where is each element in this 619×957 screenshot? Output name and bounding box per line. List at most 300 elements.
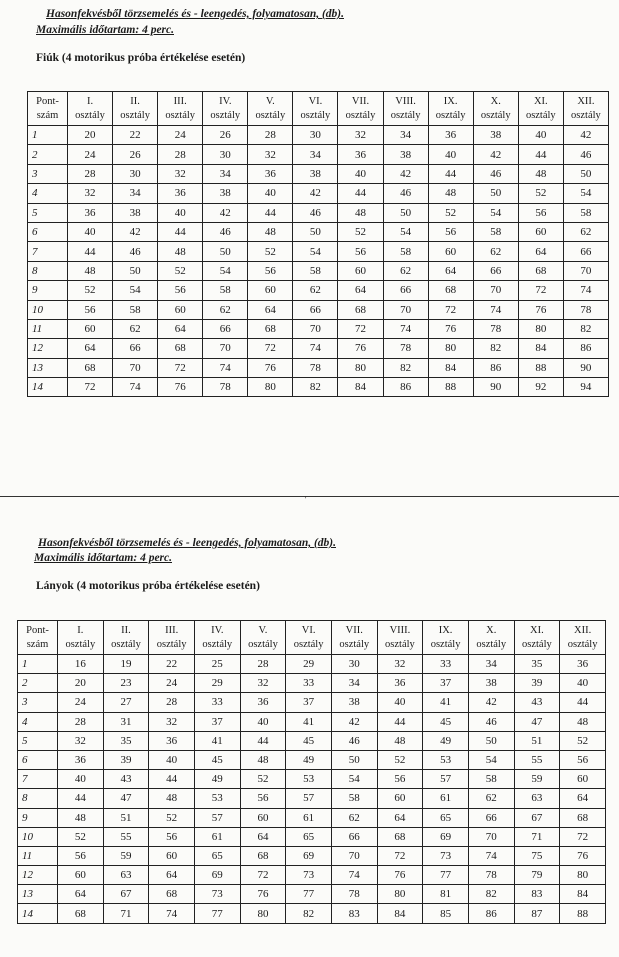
class-word: osztály bbox=[385, 638, 415, 650]
score-cell: 50 bbox=[473, 184, 518, 203]
score-cell: 68 bbox=[149, 885, 195, 904]
class-number: II. bbox=[130, 95, 140, 107]
score-cell: 16 bbox=[58, 655, 104, 674]
class-word: osztály bbox=[165, 109, 196, 121]
class-word: osztály bbox=[435, 109, 466, 121]
score-cell: 72 bbox=[338, 319, 383, 338]
score-cell: 74 bbox=[563, 281, 608, 300]
score-cell: 32 bbox=[248, 145, 293, 164]
class-word: osztály bbox=[522, 638, 552, 650]
point-cell: 1 bbox=[18, 655, 58, 674]
score-cell: 56 bbox=[560, 750, 606, 769]
table-row bbox=[28, 358, 609, 377]
score-cell: 44 bbox=[377, 712, 423, 731]
score-cell: 27 bbox=[103, 693, 149, 712]
score-cell: 54 bbox=[563, 184, 608, 203]
score-cell: 59 bbox=[103, 846, 149, 865]
score-cell: 47 bbox=[514, 712, 560, 731]
score-cell: 20 bbox=[68, 126, 113, 145]
score-cell: 57 bbox=[423, 770, 469, 789]
score-cell: 63 bbox=[103, 866, 149, 885]
score-cell: 80 bbox=[518, 319, 563, 338]
table-row bbox=[18, 731, 606, 750]
score-cell: 80 bbox=[240, 904, 286, 923]
score-cell: 36 bbox=[240, 693, 286, 712]
score-cell: 52 bbox=[158, 261, 203, 280]
score-cell: 75 bbox=[514, 846, 560, 865]
score-cell: 54 bbox=[331, 770, 377, 789]
score-cell: 32 bbox=[240, 674, 286, 693]
table-subtitle-girls: Lányok (4 motorikus próba értékelése esetén) bbox=[36, 580, 260, 592]
score-cell: 38 bbox=[203, 184, 248, 203]
class-number: VIII. bbox=[395, 95, 416, 107]
score-cell: 68 bbox=[518, 261, 563, 280]
table-row bbox=[28, 261, 609, 280]
table-row bbox=[28, 145, 609, 164]
class-number: IX. bbox=[438, 624, 453, 636]
score-cell: 26 bbox=[113, 145, 158, 164]
score-cell: 38 bbox=[383, 145, 428, 164]
score-cell: 23 bbox=[103, 674, 149, 693]
score-cell: 35 bbox=[514, 655, 560, 674]
score-table-girls bbox=[17, 620, 606, 924]
score-cell: 48 bbox=[58, 808, 104, 827]
class-column-header bbox=[286, 621, 332, 655]
class-number: II. bbox=[121, 624, 131, 636]
score-cell: 40 bbox=[338, 164, 383, 183]
score-cell: 34 bbox=[383, 126, 428, 145]
point-cell: 7 bbox=[18, 770, 58, 789]
score-cell: 42 bbox=[331, 712, 377, 731]
score-cell: 70 bbox=[563, 261, 608, 280]
class-column-header bbox=[518, 92, 563, 126]
class-number: V. bbox=[258, 624, 268, 636]
score-cell: 42 bbox=[383, 164, 428, 183]
score-cell: 48 bbox=[338, 203, 383, 222]
score-cell: 24 bbox=[158, 126, 203, 145]
table-subtitle-boys: Fiúk (4 motorikus próba értékelése esetén) bbox=[36, 52, 246, 64]
score-cell: 70 bbox=[331, 846, 377, 865]
score-cell: 36 bbox=[58, 750, 104, 769]
table-row bbox=[28, 242, 609, 261]
score-cell: 32 bbox=[68, 184, 113, 203]
score-cell: 58 bbox=[331, 789, 377, 808]
score-cell: 44 bbox=[68, 242, 113, 261]
score-cell: 87 bbox=[514, 904, 560, 923]
score-cell: 61 bbox=[286, 808, 332, 827]
class-number: XI. bbox=[530, 624, 544, 636]
score-cell: 50 bbox=[331, 750, 377, 769]
score-cell: 76 bbox=[560, 846, 606, 865]
table-header-row bbox=[18, 621, 606, 655]
score-cell: 32 bbox=[149, 712, 195, 731]
score-cell: 62 bbox=[293, 281, 338, 300]
score-cell: 66 bbox=[293, 300, 338, 319]
score-cell: 49 bbox=[423, 731, 469, 750]
score-cell: 64 bbox=[158, 319, 203, 338]
score-cell: 48 bbox=[428, 184, 473, 203]
score-cell: 52 bbox=[149, 808, 195, 827]
score-cell: 22 bbox=[149, 655, 195, 674]
score-cell: 58 bbox=[473, 222, 518, 241]
score-cell: 74 bbox=[473, 300, 518, 319]
score-cell: 54 bbox=[468, 750, 514, 769]
class-word: osztály bbox=[345, 109, 376, 121]
point-cell: 10 bbox=[28, 300, 68, 319]
score-cell: 66 bbox=[563, 242, 608, 261]
score-cell: 90 bbox=[563, 358, 608, 377]
score-cell: 60 bbox=[518, 222, 563, 241]
score-cell: 34 bbox=[293, 145, 338, 164]
score-cell: 65 bbox=[286, 827, 332, 846]
score-cell: 82 bbox=[293, 378, 338, 397]
score-cell: 56 bbox=[158, 281, 203, 300]
score-cell: 48 bbox=[560, 712, 606, 731]
score-cell: 42 bbox=[473, 145, 518, 164]
class-column-header bbox=[293, 92, 338, 126]
class-number: IX. bbox=[443, 95, 458, 107]
class-word: osztály bbox=[571, 109, 601, 121]
score-cell: 33 bbox=[194, 693, 240, 712]
score-cell: 62 bbox=[203, 300, 248, 319]
class-word: osztály bbox=[567, 638, 598, 650]
class-column-header bbox=[203, 92, 248, 126]
score-cell: 50 bbox=[113, 261, 158, 280]
class-number: X. bbox=[486, 624, 497, 636]
score-cell: 68 bbox=[428, 281, 473, 300]
score-cell: 76 bbox=[518, 300, 563, 319]
table-row bbox=[28, 184, 609, 203]
score-cell: 58 bbox=[293, 261, 338, 280]
score-cell: 29 bbox=[194, 674, 240, 693]
score-cell: 30 bbox=[113, 164, 158, 183]
class-word: osztály bbox=[210, 109, 241, 121]
score-cell: 56 bbox=[248, 261, 293, 280]
score-cell: 60 bbox=[560, 770, 606, 789]
score-cell: 78 bbox=[473, 319, 518, 338]
score-cell: 80 bbox=[248, 378, 293, 397]
class-word: osztály bbox=[300, 109, 331, 121]
score-cell: 24 bbox=[58, 693, 104, 712]
score-cell: 66 bbox=[468, 808, 514, 827]
score-cell: 33 bbox=[423, 655, 469, 674]
score-cell: 69 bbox=[194, 866, 240, 885]
score-cell: 58 bbox=[468, 770, 514, 789]
score-cell: 76 bbox=[248, 358, 293, 377]
score-cell: 46 bbox=[563, 145, 608, 164]
table-row bbox=[18, 674, 606, 693]
table-row bbox=[28, 339, 609, 358]
stray-mark: ' bbox=[305, 495, 307, 504]
score-cell: 54 bbox=[473, 203, 518, 222]
table-row bbox=[18, 846, 606, 865]
table-row bbox=[18, 866, 606, 885]
score-cell: 36 bbox=[149, 731, 195, 750]
point-cell: 13 bbox=[18, 885, 58, 904]
score-cell: 78 bbox=[383, 339, 428, 358]
table-row bbox=[28, 319, 609, 338]
score-cell: 58 bbox=[113, 300, 158, 319]
score-cell: 45 bbox=[286, 731, 332, 750]
score-cell: 28 bbox=[248, 126, 293, 145]
score-cell: 28 bbox=[149, 693, 195, 712]
score-cell: 72 bbox=[560, 827, 606, 846]
score-cell: 86 bbox=[563, 339, 608, 358]
class-number: VIII. bbox=[389, 624, 411, 636]
score-cell: 56 bbox=[240, 789, 286, 808]
score-cell: 70 bbox=[203, 339, 248, 358]
score-cell: 36 bbox=[377, 674, 423, 693]
score-cell: 74 bbox=[331, 866, 377, 885]
score-cell: 79 bbox=[514, 866, 560, 885]
class-column-header bbox=[560, 621, 606, 655]
max-time-note: Maximális időtartam: 4 perc. bbox=[36, 24, 174, 36]
score-cell: 82 bbox=[468, 885, 514, 904]
score-cell: 64 bbox=[428, 261, 473, 280]
score-cell: 72 bbox=[68, 378, 113, 397]
score-cell: 32 bbox=[58, 731, 104, 750]
score-cell: 77 bbox=[194, 904, 240, 923]
point-cell: 12 bbox=[18, 866, 58, 885]
score-cell: 83 bbox=[331, 904, 377, 923]
score-cell: 46 bbox=[383, 184, 428, 203]
score-cell: 70 bbox=[293, 319, 338, 338]
score-cell: 44 bbox=[338, 184, 383, 203]
score-cell: 64 bbox=[338, 281, 383, 300]
score-cell: 54 bbox=[383, 222, 428, 241]
score-cell: 62 bbox=[113, 319, 158, 338]
class-number: III. bbox=[173, 95, 187, 107]
score-cell: 56 bbox=[149, 827, 195, 846]
score-cell: 46 bbox=[468, 712, 514, 731]
score-cell: 50 bbox=[203, 242, 248, 261]
score-cell: 29 bbox=[286, 655, 332, 674]
class-number: IV. bbox=[219, 95, 232, 107]
score-cell: 62 bbox=[383, 261, 428, 280]
score-cell: 64 bbox=[58, 885, 104, 904]
score-cell: 52 bbox=[560, 731, 606, 750]
score-cell: 44 bbox=[158, 222, 203, 241]
class-number: VII. bbox=[345, 624, 363, 636]
class-word: osztály bbox=[430, 638, 461, 650]
score-cell: 40 bbox=[560, 674, 606, 693]
class-number: VI. bbox=[301, 624, 316, 636]
score-cell: 70 bbox=[383, 300, 428, 319]
point-cell: 14 bbox=[18, 904, 58, 923]
point-cell: 4 bbox=[18, 712, 58, 731]
table-row bbox=[18, 904, 606, 923]
point-cell: 9 bbox=[28, 281, 68, 300]
class-number: X. bbox=[490, 95, 501, 107]
score-cell: 70 bbox=[473, 281, 518, 300]
score-cell: 71 bbox=[103, 904, 149, 923]
score-cell: 88 bbox=[560, 904, 606, 923]
point-cell: 5 bbox=[28, 203, 68, 222]
table-header-row bbox=[28, 92, 609, 126]
score-cell: 82 bbox=[286, 904, 332, 923]
max-time-note: Maximális időtartam: 4 perc. bbox=[34, 552, 172, 564]
score-cell: 48 bbox=[248, 222, 293, 241]
score-cell: 68 bbox=[248, 319, 293, 338]
score-cell: 68 bbox=[68, 358, 113, 377]
score-cell: 34 bbox=[203, 164, 248, 183]
score-cell: 74 bbox=[149, 904, 195, 923]
class-column-header bbox=[383, 92, 428, 126]
score-cell: 34 bbox=[468, 655, 514, 674]
score-cell: 60 bbox=[68, 319, 113, 338]
score-cell: 52 bbox=[68, 281, 113, 300]
score-cell: 49 bbox=[194, 770, 240, 789]
score-cell: 57 bbox=[286, 789, 332, 808]
score-cell: 61 bbox=[423, 789, 469, 808]
score-cell: 69 bbox=[423, 827, 469, 846]
score-cell: 44 bbox=[248, 203, 293, 222]
score-cell: 88 bbox=[428, 378, 473, 397]
class-column-header bbox=[468, 621, 514, 655]
class-word: osztály bbox=[390, 109, 421, 121]
score-cell: 40 bbox=[377, 693, 423, 712]
score-cell: 66 bbox=[331, 827, 377, 846]
score-cell: 38 bbox=[468, 674, 514, 693]
class-word: osztály bbox=[525, 109, 556, 121]
score-cell: 64 bbox=[68, 339, 113, 358]
class-number: I. bbox=[86, 95, 94, 107]
score-cell: 77 bbox=[423, 866, 469, 885]
class-column-header bbox=[158, 92, 203, 126]
score-cell: 48 bbox=[518, 164, 563, 183]
score-cell: 19 bbox=[103, 655, 149, 674]
score-cell: 60 bbox=[338, 261, 383, 280]
score-cell: 73 bbox=[423, 846, 469, 865]
table-row bbox=[28, 126, 609, 145]
table-row bbox=[28, 222, 609, 241]
score-cell: 42 bbox=[203, 203, 248, 222]
score-cell: 40 bbox=[428, 145, 473, 164]
score-cell: 66 bbox=[473, 261, 518, 280]
class-number: XI. bbox=[533, 95, 548, 107]
score-cell: 60 bbox=[240, 808, 286, 827]
score-cell: 71 bbox=[514, 827, 560, 846]
table-row bbox=[18, 789, 606, 808]
score-cell: 52 bbox=[377, 750, 423, 769]
class-word: osztály bbox=[75, 109, 105, 121]
class-column-header bbox=[338, 92, 383, 126]
score-cell: 52 bbox=[248, 242, 293, 261]
table-row bbox=[28, 164, 609, 183]
score-cell: 42 bbox=[293, 184, 338, 203]
score-cell: 34 bbox=[331, 674, 377, 693]
score-cell: 28 bbox=[240, 655, 286, 674]
score-cell: 81 bbox=[423, 885, 469, 904]
score-cell: 36 bbox=[560, 655, 606, 674]
exercise-title: Hasonfekvésből törzsemelés és - leengedés, folyamatosan, (db). bbox=[38, 537, 336, 549]
score-cell: 54 bbox=[293, 242, 338, 261]
score-cell: 46 bbox=[293, 203, 338, 222]
score-cell: 66 bbox=[383, 281, 428, 300]
score-cell: 64 bbox=[560, 789, 606, 808]
score-cell: 86 bbox=[383, 378, 428, 397]
point-cell: 11 bbox=[28, 319, 68, 338]
score-cell: 45 bbox=[194, 750, 240, 769]
score-cell: 40 bbox=[518, 126, 563, 145]
score-cell: 28 bbox=[158, 145, 203, 164]
score-cell: 52 bbox=[58, 827, 104, 846]
score-cell: 60 bbox=[377, 789, 423, 808]
score-cell: 28 bbox=[58, 712, 104, 731]
score-cell: 50 bbox=[563, 164, 608, 183]
class-number: VII. bbox=[351, 95, 370, 107]
class-word: osztály bbox=[476, 638, 507, 650]
score-cell: 56 bbox=[68, 300, 113, 319]
score-cell: 53 bbox=[194, 789, 240, 808]
point-cell: 10 bbox=[18, 827, 58, 846]
table-row bbox=[18, 885, 606, 904]
score-cell: 55 bbox=[103, 827, 149, 846]
class-number: XII. bbox=[577, 95, 595, 107]
score-cell: 26 bbox=[203, 126, 248, 145]
score-cell: 68 bbox=[560, 808, 606, 827]
point-cell: 5 bbox=[18, 731, 58, 750]
score-cell: 68 bbox=[58, 904, 104, 923]
score-cell: 64 bbox=[377, 808, 423, 827]
point-header-line1: Pont- bbox=[26, 624, 49, 636]
table-row bbox=[28, 378, 609, 397]
score-cell: 34 bbox=[113, 184, 158, 203]
score-cell: 40 bbox=[240, 712, 286, 731]
score-cell: 56 bbox=[58, 846, 104, 865]
score-cell: 78 bbox=[563, 300, 608, 319]
score-cell: 36 bbox=[248, 164, 293, 183]
score-cell: 67 bbox=[514, 808, 560, 827]
score-cell: 53 bbox=[286, 770, 332, 789]
class-word: osztály bbox=[202, 638, 233, 650]
score-cell: 50 bbox=[293, 222, 338, 241]
point-cell: 9 bbox=[18, 808, 58, 827]
class-number: IV. bbox=[211, 624, 224, 636]
score-cell: 60 bbox=[149, 846, 195, 865]
point-cell: 12 bbox=[28, 339, 68, 358]
class-column-header bbox=[113, 92, 158, 126]
score-cell: 66 bbox=[203, 319, 248, 338]
score-cell: 30 bbox=[293, 126, 338, 145]
score-cell: 76 bbox=[158, 378, 203, 397]
class-column-header bbox=[331, 621, 377, 655]
score-cell: 44 bbox=[58, 789, 104, 808]
score-cell: 82 bbox=[563, 319, 608, 338]
score-cell: 82 bbox=[383, 358, 428, 377]
score-cell: 43 bbox=[103, 770, 149, 789]
score-cell: 40 bbox=[68, 222, 113, 241]
score-cell: 54 bbox=[203, 261, 248, 280]
score-cell: 44 bbox=[560, 693, 606, 712]
class-word: osztály bbox=[339, 638, 370, 650]
score-cell: 82 bbox=[473, 339, 518, 358]
score-cell: 60 bbox=[158, 300, 203, 319]
score-cell: 84 bbox=[338, 378, 383, 397]
score-cell: 59 bbox=[514, 770, 560, 789]
score-cell: 76 bbox=[240, 885, 286, 904]
score-cell: 52 bbox=[240, 770, 286, 789]
score-cell: 51 bbox=[514, 731, 560, 750]
score-cell: 47 bbox=[103, 789, 149, 808]
score-cell: 39 bbox=[103, 750, 149, 769]
score-cell: 86 bbox=[468, 904, 514, 923]
point-header-line1: Pont- bbox=[36, 95, 59, 107]
table-row bbox=[28, 281, 609, 300]
point-cell: 7 bbox=[28, 242, 68, 261]
class-column-header bbox=[68, 92, 113, 126]
score-cell: 32 bbox=[338, 126, 383, 145]
